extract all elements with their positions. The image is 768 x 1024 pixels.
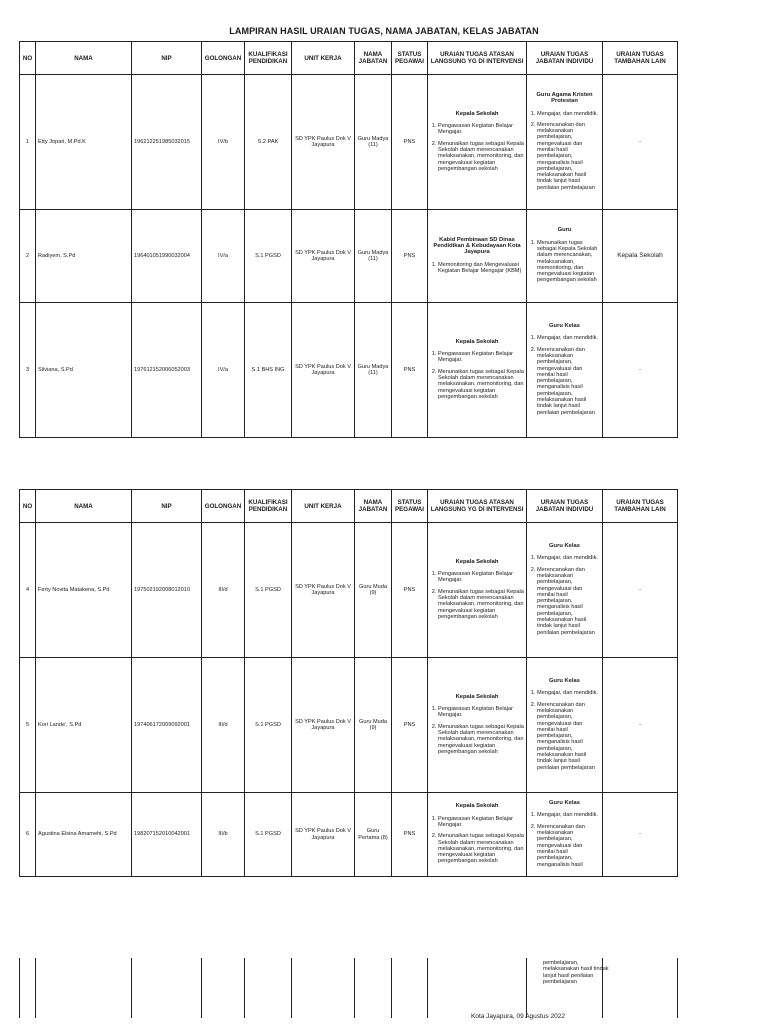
header-no: NO [20, 490, 36, 523]
column-line [291, 958, 292, 1018]
table-row [20, 793, 678, 877]
cell-unit-kerja: SD YPK Paulus Dok V Jayapura [292, 658, 355, 793]
table-row [20, 75, 678, 210]
cell-no: 5 [20, 658, 36, 793]
atasan-list [430, 816, 524, 865]
cell-unit-kerja: SD YPK Paulus Dok V Jayapura [292, 303, 355, 438]
cell-golongan: IV/a [202, 210, 245, 303]
cell-tambahan: Kepala Sekolah [603, 210, 678, 303]
continuation-text: pembelajaran, melaksanakan hasil tindak lanjut hasil penilaian pembelajaran [543, 960, 609, 985]
individu-list [529, 240, 600, 284]
duty-table-2 [19, 489, 678, 877]
list-item: 2. Merencanakan dan melaksanakan pembelajaran, mengevaluasi dan menilai hasil pembelajaran, menganalisis hasil pembelajaran, melaksanakan hasil tindak lanjut hasil penilaian pembelajaran [537, 567, 600, 636]
cell-nama-jabatan: Guru Madya (11) [355, 210, 392, 303]
list-item: 2. Menunaikan tugas sebagai Kepala Sekolah dalam merencanakan melaksanakan, memonitoring, dan mengevaluasi kegiatan pengembangan sekolah [438, 833, 524, 864]
individu-heading: Guru Kelas [549, 800, 580, 807]
atasan-list [430, 706, 524, 755]
list-item: 1. Pengawasan Kegiatan Belajar Mengajar. [438, 351, 524, 364]
cell-status: PNS [392, 658, 428, 793]
list-item: 2. Menunaikan tugas sebagai Kepala Sekolah dalam merencanakan melaksanakan, memonitoring, dan mengevaluasi kegiatan pengembangan sekolah [438, 589, 524, 620]
cell-golongan: III/d [202, 658, 245, 793]
list-item: 1. Mengajar, dan mendidik. [537, 690, 600, 696]
list-item: 1. Pengawasan Kegiatan Belajar Mengajar. [438, 816, 524, 829]
list-item: 2. Merencanakan dan melaksanakan pembelajaran, mengevaluasi dan menilai hasil pembelajaran, menganalisis hasil [537, 824, 600, 868]
page-title: LAMPIRAN HASIL URAIAN TUGAS, NAMA JABATAN, KELAS JABATAN [229, 26, 539, 36]
header-nama-jabatan: NAMA JABATAN [355, 42, 392, 75]
cell-status: PNS [392, 303, 428, 438]
list-item: 2. Menunaikan tugas sebagai Kepala Sekolah dalam merencanakan melaksanakan, memonitoring, dan mengevaluasi kegiatan pengembangan sekolah [438, 724, 524, 755]
cell-nip: 196401051990032004 [132, 210, 202, 303]
header-no: NO [20, 42, 36, 75]
header-atasan: URAIAN TUGAS ATASAN LANGSUNG YG DI INTERVENSI [428, 42, 527, 75]
cell-kualifikasi: S.1 BHS ING [245, 303, 292, 438]
cell-golongan: IV/b [202, 75, 245, 210]
cell-kualifikasi: S.1 PGSD [245, 210, 292, 303]
list-item: 1. Mengajar, dan mendidik. [537, 111, 600, 117]
cell-golongan: III/b [202, 793, 245, 877]
cell-status: PNS [392, 523, 428, 658]
list-item: 1. Pengawasan Kegiatan Belajar Mengajar. [438, 706, 524, 719]
cell-unit-kerja: SD YPK Paulus Dok V Jayapura [292, 210, 355, 303]
header-individu: URAIAN TUGAS JABATAN INDIVIDU [527, 490, 603, 523]
cell-nama: Silviana, S.Pd [36, 303, 132, 438]
list-item: 2. Merencanakan dan melaksanakan pembelajaran, mengevaluasi dan menilai hasil pembelajaran, menganalisis hasil pembelajaran, melaksanakan hasil tindak lanjut hasil penilaian pembelajaran [537, 347, 600, 416]
header-atasan: URAIAN TUGAS ATASAN LANGSUNG YG DI INTERVENSI [428, 490, 527, 523]
atasan-heading: Kepala Sekolah [455, 558, 499, 565]
atasan-heading: Kepala Sekolah [455, 803, 499, 810]
list-item: 1. Menunaikan tugas sebagai Kepala Sekolah dalam merencanakan, melaksanakan, memonitoring, dan mengevaluasi kegiatan pengembangan sekolah [537, 240, 600, 284]
cell-atasan [428, 523, 527, 658]
cell-nip: 197502192008012010 [132, 523, 202, 658]
column-line [19, 958, 20, 1018]
cell-atasan [428, 658, 527, 793]
individu-list [529, 335, 600, 416]
list-item: 1. Mengajar, dan mendidik. [537, 555, 600, 561]
cell-kualifikasi: S.1 PGSD [245, 793, 292, 877]
header-status: STATUS PEGAWAI [392, 42, 428, 75]
cell-unit-kerja: SD YPK Paulus Dok V Jayapura [292, 793, 355, 877]
cell-individu [527, 523, 603, 658]
cell-atasan [428, 303, 527, 438]
cell-tambahan: - [603, 303, 678, 438]
atasan-list [430, 571, 524, 620]
list-item: 1. Pengawasan Kegiatan Belajar Mengajar. [438, 123, 524, 136]
column-line [35, 958, 36, 1018]
cell-individu [527, 75, 603, 210]
column-line [354, 958, 355, 1018]
table-row [20, 303, 678, 438]
cell-atasan [428, 793, 527, 877]
column-line [677, 958, 678, 1018]
header-nip: NIP [132, 490, 202, 523]
cell-no: 2 [20, 210, 36, 303]
header-status: STATUS PEGAWAI [392, 490, 428, 523]
header-golongan: GOLONGAN [202, 42, 245, 75]
table-row [20, 210, 678, 303]
list-item: 2. Menunaikan tugas sebagai Kepala Sekolah dalam merencanakan melaksanakan, memonitoring, dan mengevaluasi kegiatan pengembangan sekolah [438, 141, 524, 172]
cell-unit-kerja: SD YPK Paulus Dok V Jayapura [292, 523, 355, 658]
cell-tambahan: - [603, 75, 678, 210]
cell-atasan [428, 75, 527, 210]
cell-individu [527, 658, 603, 793]
atasan-heading: Kepala Sekolah [455, 693, 499, 700]
individu-heading: Guru Kelas [549, 678, 580, 685]
table-row [20, 658, 678, 793]
table-header [20, 42, 678, 75]
header-tambahan: URAIAN TUGAS TAMBAHAN LAIN [603, 42, 678, 75]
table-row [20, 523, 678, 658]
column-line [201, 958, 202, 1018]
cell-nama-jabatan: Guru Madya (11) [355, 75, 392, 210]
cell-no: 3 [20, 303, 36, 438]
cell-nama: Kori Lande', S.Pd [36, 658, 132, 793]
cell-unit-kerja: SD YPK Paulus Dok V Jayapura [292, 75, 355, 210]
cell-individu [527, 303, 603, 438]
cell-nip: 197406172009092001 [132, 658, 202, 793]
header-kualifikasi: KUALIFIKASI PENDIDIKAN [245, 42, 292, 75]
atasan-list [430, 123, 524, 172]
header-nip: NIP [132, 42, 202, 75]
cell-nama-jabatan: Guru Muda (9) [355, 523, 392, 658]
atasan-list [430, 351, 524, 400]
column-line [427, 958, 428, 1018]
header-tambahan: URAIAN TUGAS TAMBAHAN LAIN [603, 490, 678, 523]
atasan-list [430, 262, 524, 275]
duty-table-1 [19, 41, 678, 438]
cell-nama: Radiyem, S.Pd [36, 210, 132, 303]
individu-list [529, 111, 600, 192]
cell-nama-jabatan: Guru Madya (11) [355, 303, 392, 438]
cell-nama: Agustina Elsina Amamehi, S.Pd [36, 793, 132, 877]
cell-kualifikasi: S.1 PGSD [245, 658, 292, 793]
cell-kualifikasi: S.1 PGSD [245, 523, 292, 658]
column-line [131, 958, 132, 1018]
individu-heading: Guru Agama Kristen Protestan [536, 91, 593, 105]
list-item: 1. Mengajar, dan mendidik. [537, 335, 600, 341]
cell-no: 4 [20, 523, 36, 658]
table-header [20, 490, 678, 523]
header-nama: NAMA [36, 42, 132, 75]
list-item: 1. Memonitoring dan Mengevaluasi Kegiatan Belajar Mengajar (KBM) [438, 262, 524, 275]
individu-heading: Guru Kelas [549, 543, 580, 550]
column-line [244, 958, 245, 1018]
cell-atasan [428, 210, 527, 303]
header-nama-jabatan: NAMA JABATAN [355, 490, 392, 523]
list-item: 2. Merencanakan dan melaksanakan pembelajaran, mengevaluasi dan menilai hasil pembelajaran, menganalisis hasil pembelajaran, melaksanakan hasil tindak lanjut hasil penilaian pembelajaran [537, 702, 600, 771]
cell-nip: 197612152006052003 [132, 303, 202, 438]
header-unit-kerja: UNIT KERJA [292, 42, 355, 75]
individu-list [529, 555, 600, 636]
header-nama: NAMA [36, 490, 132, 523]
cell-nip: 198207152010042001 [132, 793, 202, 877]
column-line [526, 958, 527, 1018]
table-continuation [19, 958, 677, 1018]
cell-status: PNS [392, 75, 428, 210]
cell-no: 6 [20, 793, 36, 877]
atasan-heading: Kabid Pembinaan SD Dinas Pendidikan & Kebudayaan Kota Jayapura [433, 236, 521, 256]
cell-nama: Ferty Novita Matakena, S.Pd [36, 523, 132, 658]
cell-nama: Etty Jopari, M.Pd.K [36, 75, 132, 210]
list-item: 2. Merencanakan dan melaksanakan pembelajaran, mengevaluasi dan menilai hasil pembelajaran, menganalisis hasil pembelajaran, melaksanakan hasil tindak lanjut hasil penilaian pembelajaran [537, 122, 600, 191]
header-individu: URAIAN TUGAS JABATAN INDIVIDU [527, 42, 603, 75]
cell-kualifikasi: S.2 PAK [245, 75, 292, 210]
cell-golongan: IV/a [202, 303, 245, 438]
cell-status: PNS [392, 793, 428, 877]
list-item: 1. Mengajar, dan mendidik. [537, 812, 600, 818]
cell-tambahan: - [603, 793, 678, 877]
cell-nama-jabatan: Guru Pertama (8) [355, 793, 392, 877]
list-item: 1. Pengawasan Kegiatan Belajar Mengajar. [438, 571, 524, 584]
column-line [391, 958, 392, 1018]
atasan-heading: Kepala Sekolah [455, 110, 499, 117]
cell-tambahan: - [603, 658, 678, 793]
list-item: 2. Menunaikan tugas sebagai Kepala Sekolah dalam merencanakan melaksanakan, memonitoring, dan mengevaluasi kegiatan pengembangan sekolah [438, 369, 524, 400]
individu-heading: Guru Kelas [549, 323, 580, 330]
header-kualifikasi: KUALIFIKASI PENDIDIKAN [245, 490, 292, 523]
header-unit-kerja: UNIT KERJA [292, 490, 355, 523]
cell-golongan: III/d [202, 523, 245, 658]
cell-no: 1 [20, 75, 36, 210]
header-golongan: GOLONGAN [202, 490, 245, 523]
cell-tambahan: - [603, 523, 678, 658]
cell-individu [527, 793, 603, 877]
individu-heading: Guru [557, 227, 572, 234]
cell-individu [527, 210, 603, 303]
footer-date: Kota Jayapura, 09 Agustus 2022 [471, 1013, 565, 1020]
cell-nama-jabatan: Guru Muda (9) [355, 658, 392, 793]
individu-list [529, 812, 600, 867]
atasan-heading: Kepala Sekolah [455, 338, 499, 345]
cell-status: PNS [392, 210, 428, 303]
cell-nip: 196212251985032015 [132, 75, 202, 210]
individu-list [529, 690, 600, 771]
